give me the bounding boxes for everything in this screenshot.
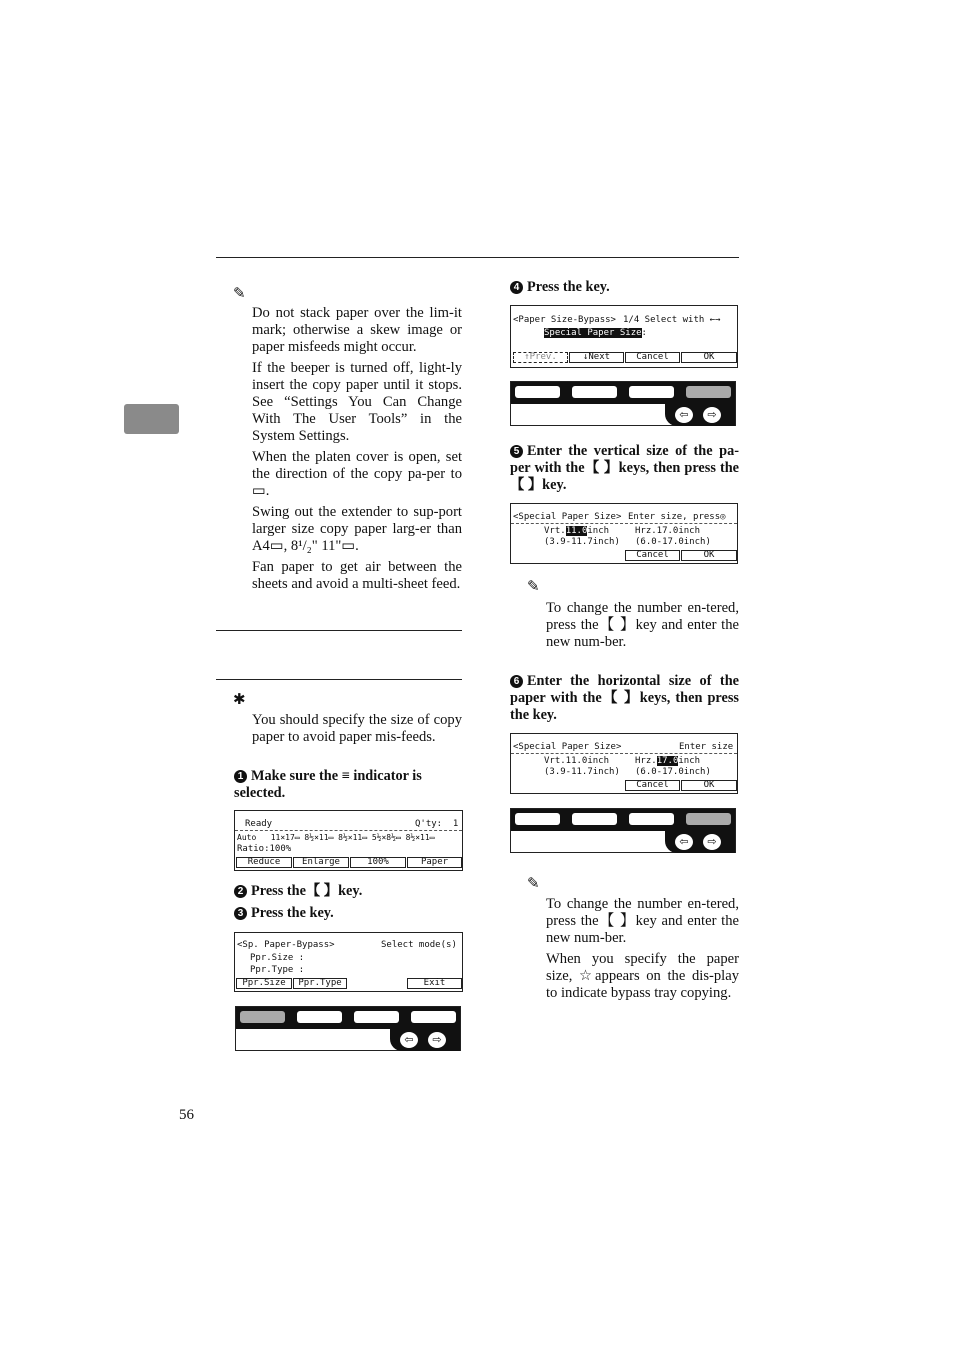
lcd-right-text: 1/4 Select with ←→ — [623, 315, 721, 325]
selection-key[interactable] — [629, 386, 674, 398]
note-item: If the beeper is turned off, light-ly insert the copy paper until it stops. See “Settings You Can Change With The User Tools” in the System Settings. — [252, 360, 462, 444]
prev-button[interactable]: ↑Prev. — [513, 352, 568, 363]
selection-key[interactable] — [354, 1011, 399, 1023]
lcd-right-text: Select mode(s) — [381, 940, 457, 950]
selection-key[interactable] — [629, 813, 674, 825]
cancel-button[interactable]: Cancel — [625, 780, 680, 791]
cancel-button[interactable]: Cancel — [625, 352, 680, 363]
arrow-left-icon[interactable]: ⇦ — [675, 407, 693, 423]
arrow-right-icon[interactable]: ⇨ — [703, 834, 721, 850]
step-number-icon: 6 — [510, 675, 523, 688]
selection-key[interactable] — [686, 813, 731, 825]
lcd-divider — [511, 523, 737, 524]
selection-key[interactable] — [686, 386, 731, 398]
header-rule — [216, 257, 739, 258]
note-item: Fan paper to get air between the sheets and avoid a multi-sheet feed. — [252, 559, 462, 592]
step-1: 1 Make sure the ≡ indicator is selected. — [234, 768, 422, 801]
lcd-title: <Sp. Paper-Bypass> — [237, 940, 335, 950]
selection-key[interactable] — [515, 813, 560, 825]
step-number-icon: 3 — [234, 907, 247, 920]
vertical-size-field: Vrt.11.0inch — [544, 756, 610, 766]
ok-button[interactable]: OK — [681, 352, 737, 363]
step-number-icon: 2 — [234, 885, 247, 898]
note-item: When you specify the paper size, ☆appears on the dis-play to indicate bypass tray copying. — [546, 951, 739, 1001]
selection-key-panel — [510, 381, 736, 426]
lcd-paper-size-screen — [510, 305, 738, 368]
lcd-divider — [235, 830, 462, 831]
selection-key[interactable] — [572, 386, 617, 398]
paper-type-button[interactable]: Ppr.Type — [293, 978, 347, 989]
lcd-qty: Q'ty: 1 — [415, 819, 459, 829]
note-item: To change the number en-tered, press the【 】key and enter the new num-ber. — [546, 896, 739, 946]
arrow-keys — [390, 1029, 460, 1051]
selection-key[interactable] — [515, 386, 560, 398]
selection-key[interactable] — [297, 1011, 342, 1023]
arrow-right-icon[interactable]: ⇨ — [428, 1032, 446, 1048]
important-note: You should specify the size of copy paper to avoid paper mis-feeds. — [252, 712, 462, 745]
paper-size-row: Ppr.Size : — [250, 953, 305, 963]
note-pencil-icon: ✎ — [527, 577, 540, 595]
enlarge-button[interactable]: Enlarge — [293, 857, 349, 868]
selection-key-panel — [235, 1006, 461, 1051]
paper-size-button[interactable]: Ppr.Size — [236, 978, 292, 989]
arrow-right-icon[interactable]: ⇨ — [703, 407, 721, 423]
horizontal-range: (6.0-17.0inch) — [635, 537, 711, 547]
horizontal-range: (6.0-17.0inch) — [635, 767, 711, 777]
lcd-divider — [511, 753, 737, 754]
lcd-ratio: Ratio:100% — [237, 844, 292, 854]
step-3: 3 Press the key. — [234, 905, 462, 922]
paper-button[interactable]: Paper — [407, 857, 462, 868]
arrow-keys — [665, 831, 735, 853]
note-item: When the platen cover is open, set the direction of the copy pa-per to ▭. — [252, 449, 462, 499]
section-rule — [216, 630, 462, 631]
left-notes — [252, 305, 462, 597]
step-number-icon: 1 — [234, 770, 247, 783]
lcd-horizontal-size-screen — [510, 733, 738, 794]
arrow-left-icon[interactable]: ⇦ — [675, 834, 693, 850]
note-item: Do not stack paper over the lim-it mark; otherwise a skew image or paper misfeeds might occur. — [252, 305, 462, 355]
arrow-left-icon[interactable]: ⇦ — [400, 1032, 418, 1048]
vertical-range: (3.9-11.7inch) — [544, 767, 620, 777]
step-number-icon: 5 — [510, 445, 523, 458]
note-step-5: To change the number en-tered, press the【 】key and enter the new num-ber. — [546, 600, 739, 650]
exit-button[interactable]: Exit — [407, 978, 462, 989]
paper-type-row: Ppr.Type : — [250, 965, 305, 975]
selection-key[interactable] — [572, 813, 617, 825]
lcd-paper-row: Auto 11×17▭ 8½×11▭ 8½×11▭ 5½×8½▭ 8½×11▭ — [237, 833, 435, 842]
chapter-tab — [124, 404, 179, 434]
lcd-ready-screen — [234, 810, 463, 871]
selection-key-panel — [510, 808, 736, 853]
arrow-keys — [665, 404, 735, 426]
lcd-title: <Paper Size-Bypass> — [513, 315, 616, 325]
special-paper-size-item[interactable]: Special Paper Size: — [544, 328, 647, 338]
step-2: 2 Press the【 】key. — [234, 883, 462, 900]
vertical-size-field[interactable]: Vrt.11.0inch — [544, 526, 610, 536]
selection-key[interactable] — [240, 1011, 285, 1023]
lcd-right-text: Enter size — [679, 742, 734, 752]
note-pencil-icon: ✎ — [233, 284, 246, 302]
page-number: 56 — [179, 1107, 194, 1123]
step-number-icon: 4 — [510, 281, 523, 294]
lcd-vertical-size-screen — [510, 503, 738, 564]
vertical-range: (3.9-11.7inch) — [544, 537, 620, 547]
lcd-bypass-screen — [234, 932, 463, 992]
lcd-status: Ready — [245, 819, 273, 829]
ok-button[interactable]: OK — [681, 550, 737, 561]
notes-step-6 — [546, 896, 739, 1006]
note-item: Swing out the extender to sup-port larger size copy paper larg-er than A4▭, 8¹/₂" 11"▭. — [252, 504, 462, 554]
next-button[interactable]: ↓Next — [569, 352, 624, 363]
100-percent-button[interactable]: 100% — [350, 857, 406, 868]
lcd-title: <Special Paper Size> — [513, 742, 622, 752]
horizontal-size-field[interactable]: Hrz.17.0inch — [635, 756, 701, 766]
lcd-right-text: Enter size, press◎ — [628, 512, 726, 522]
lcd-title: <Special Paper Size> — [513, 512, 622, 522]
ok-button[interactable]: OK — [681, 780, 737, 791]
cancel-button[interactable]: Cancel — [625, 550, 680, 561]
note-pencil-icon: ✎ — [527, 874, 540, 892]
step-5: 5 Enter the vertical size of the pa-per with the【 】keys, then press the【 】key. — [510, 443, 739, 493]
horizontal-size-field: Hrz.17.0inch — [635, 526, 701, 536]
step-4: 4 Press the key. — [510, 279, 739, 296]
step-6: 6 Enter the horizontal size of the paper with the【 】keys, then press the key. — [510, 673, 739, 723]
selection-key[interactable] — [411, 1011, 456, 1023]
reduce-button[interactable]: Reduce — [236, 857, 292, 868]
section-rule — [216, 679, 462, 680]
important-icon: ✱ — [233, 690, 246, 708]
